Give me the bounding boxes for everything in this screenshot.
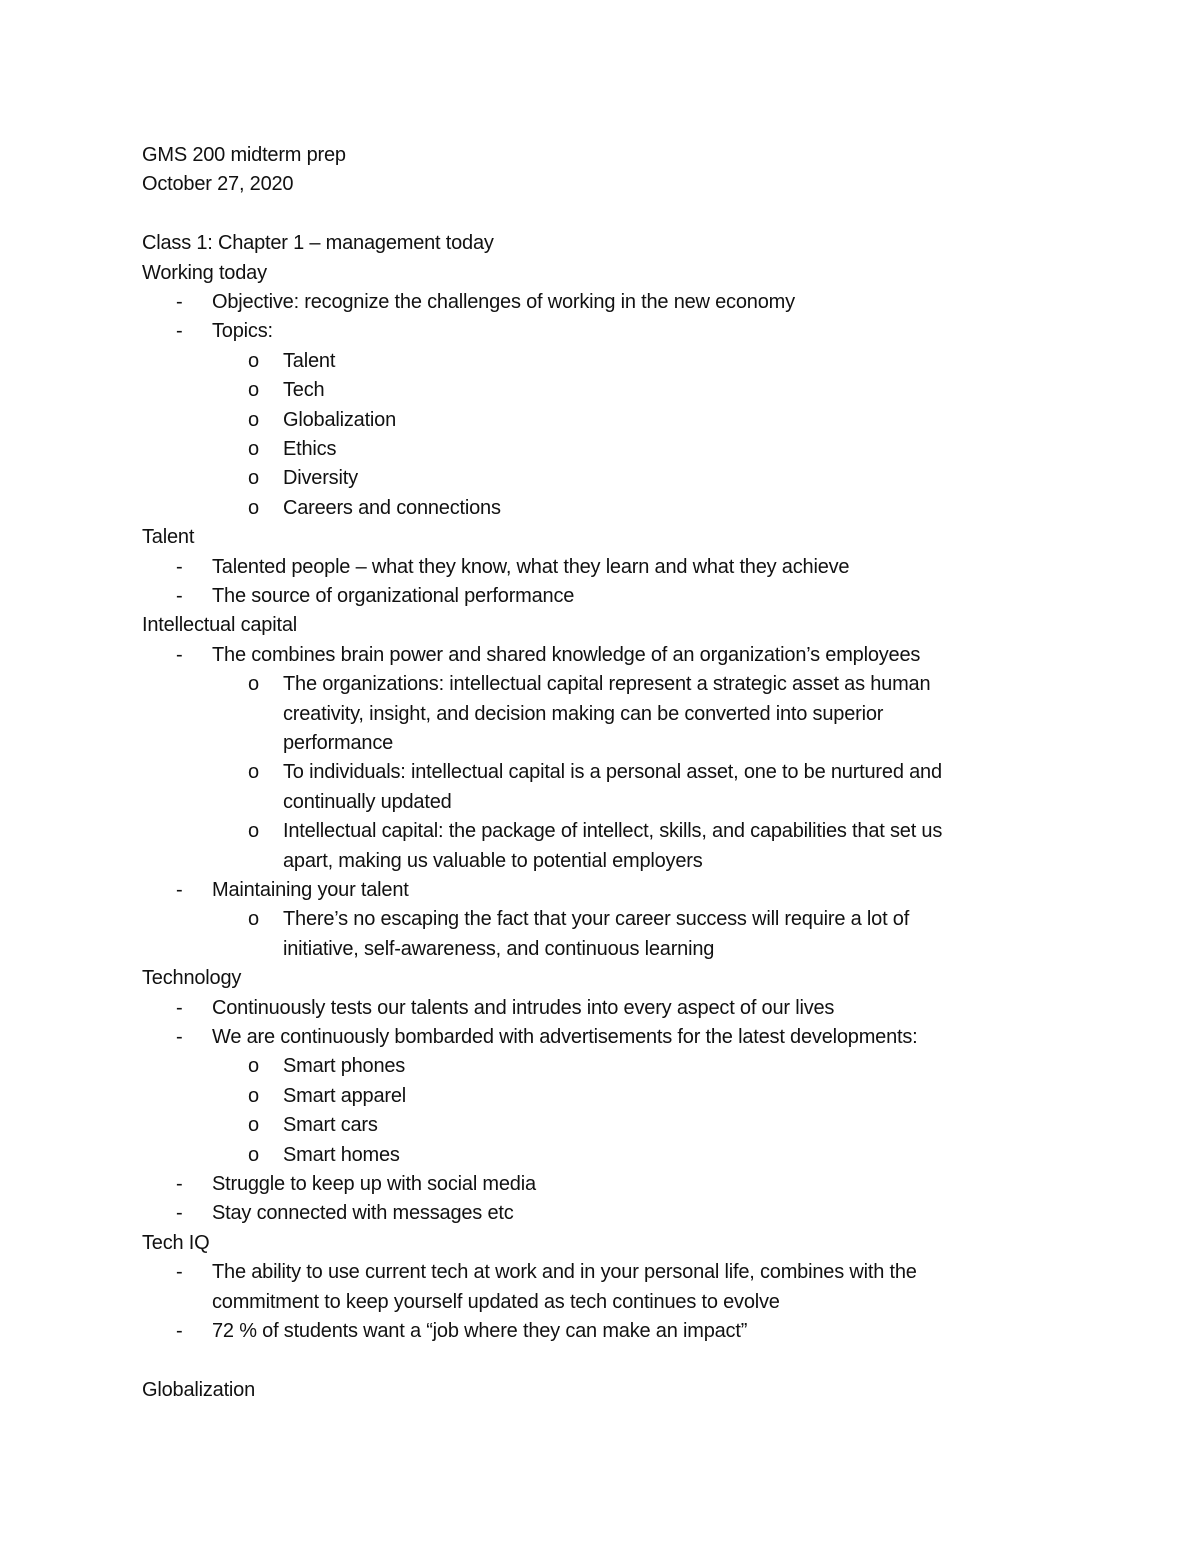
heading-line: Working today (142, 262, 267, 284)
circle-bullet-marker: o (248, 379, 260, 401)
sub-bullet-item: Intellectual capital: the package of intellect, skills, and capabilities that set us (283, 820, 943, 842)
bullet-item: Maintaining your talent (212, 879, 409, 901)
heading-line: Class 1: Chapter 1 – management today (142, 232, 494, 254)
circle-bullet-marker: o (248, 673, 260, 695)
sub-bullet-item: To individuals: intellectual capital is a personal asset, one to be nurtured and (283, 761, 942, 783)
sub-bullet-item: Diversity (283, 467, 358, 489)
sub-bullet-item-continuation: continually updated (283, 791, 452, 813)
sub-bullet-item-continuation: apart, making us valuable to potential employers (283, 850, 703, 872)
sub-bullet-item: Ethics (283, 438, 337, 460)
sub-bullet-item: Tech (283, 379, 325, 401)
sub-bullet-item: Smart homes (283, 1144, 400, 1166)
heading-line: Intellectual capital (142, 614, 297, 636)
bullet-item: Talented people – what they know, what they learn and what they achieve (212, 556, 850, 578)
sub-bullet-item: Globalization (283, 409, 397, 431)
dash-bullet-marker: - (176, 291, 183, 313)
sub-bullet-item-continuation: creativity, insight, and decision making can be converted into superior (283, 703, 884, 725)
circle-bullet-marker: o (248, 1144, 260, 1166)
heading-line: GMS 200 midterm prep (142, 144, 346, 166)
dash-bullet-marker: - (176, 879, 183, 901)
dash-bullet-marker: - (176, 556, 183, 578)
circle-bullet-marker: o (248, 908, 260, 930)
bullet-item: Continuously tests our talents and intrudes into every aspect of our lives (212, 997, 835, 1019)
sub-bullet-item: Smart phones (283, 1055, 406, 1077)
circle-bullet-marker: o (248, 438, 260, 460)
heading-line: Globalization (142, 1379, 256, 1401)
dash-bullet-marker: - (176, 585, 183, 607)
circle-bullet-marker: o (248, 467, 260, 489)
bullet-item: Stay connected with messages etc (212, 1202, 514, 1224)
bullet-item: We are continuously bombarded with advertisements for the latest developments: (212, 1026, 918, 1048)
bullet-item: Objective: recognize the challenges of working in the new economy (212, 291, 795, 313)
sub-bullet-item: Careers and connections (283, 497, 501, 519)
dash-bullet-marker: - (176, 1026, 183, 1048)
bullet-item: The ability to use current tech at work and in your personal life, combines with the (212, 1261, 917, 1283)
bullet-item: Struggle to keep up with social media (212, 1173, 536, 1195)
sub-bullet-item-continuation: initiative, self-awareness, and continuous learning (283, 938, 715, 960)
sub-bullet-item: Smart cars (283, 1114, 378, 1136)
heading-line: October 27, 2020 (142, 173, 294, 195)
circle-bullet-marker: o (248, 497, 260, 519)
dash-bullet-marker: - (176, 644, 183, 666)
bullet-item-continuation: commitment to keep yourself updated as tech continues to evolve (212, 1291, 780, 1313)
sub-bullet-item: Talent (283, 350, 336, 372)
bullet-item: The combines brain power and shared knowledge of an organization’s employees (212, 644, 921, 666)
dash-bullet-marker: - (176, 1202, 183, 1224)
bullet-item: The source of organizational performance (212, 585, 575, 607)
circle-bullet-marker: o (248, 820, 260, 842)
sub-bullet-item: The organizations: intellectual capital represent a strategic asset as human (283, 673, 931, 695)
dash-bullet-marker: - (176, 997, 183, 1019)
circle-bullet-marker: o (248, 1055, 260, 1077)
circle-bullet-marker: o (248, 409, 260, 431)
dash-bullet-marker: - (176, 320, 183, 342)
sub-bullet-item: Smart apparel (283, 1085, 407, 1107)
dash-bullet-marker: - (176, 1173, 183, 1195)
heading-line: Tech IQ (142, 1232, 210, 1254)
circle-bullet-marker: o (248, 1114, 260, 1136)
bullet-item: Topics: (212, 320, 273, 342)
circle-bullet-marker: o (248, 350, 260, 372)
dash-bullet-marker: - (176, 1320, 183, 1342)
sub-bullet-item: There’s no escaping the fact that your career success will require a lot of (283, 908, 910, 930)
heading-line: Technology (142, 967, 242, 989)
sub-bullet-item-continuation: performance (283, 732, 394, 754)
bullet-item: 72 % of students want a “job where they can make an impact” (212, 1320, 748, 1342)
circle-bullet-marker: o (248, 1085, 260, 1107)
heading-line: Talent (142, 526, 195, 548)
dash-bullet-marker: - (176, 1261, 183, 1283)
circle-bullet-marker: o (248, 761, 260, 783)
